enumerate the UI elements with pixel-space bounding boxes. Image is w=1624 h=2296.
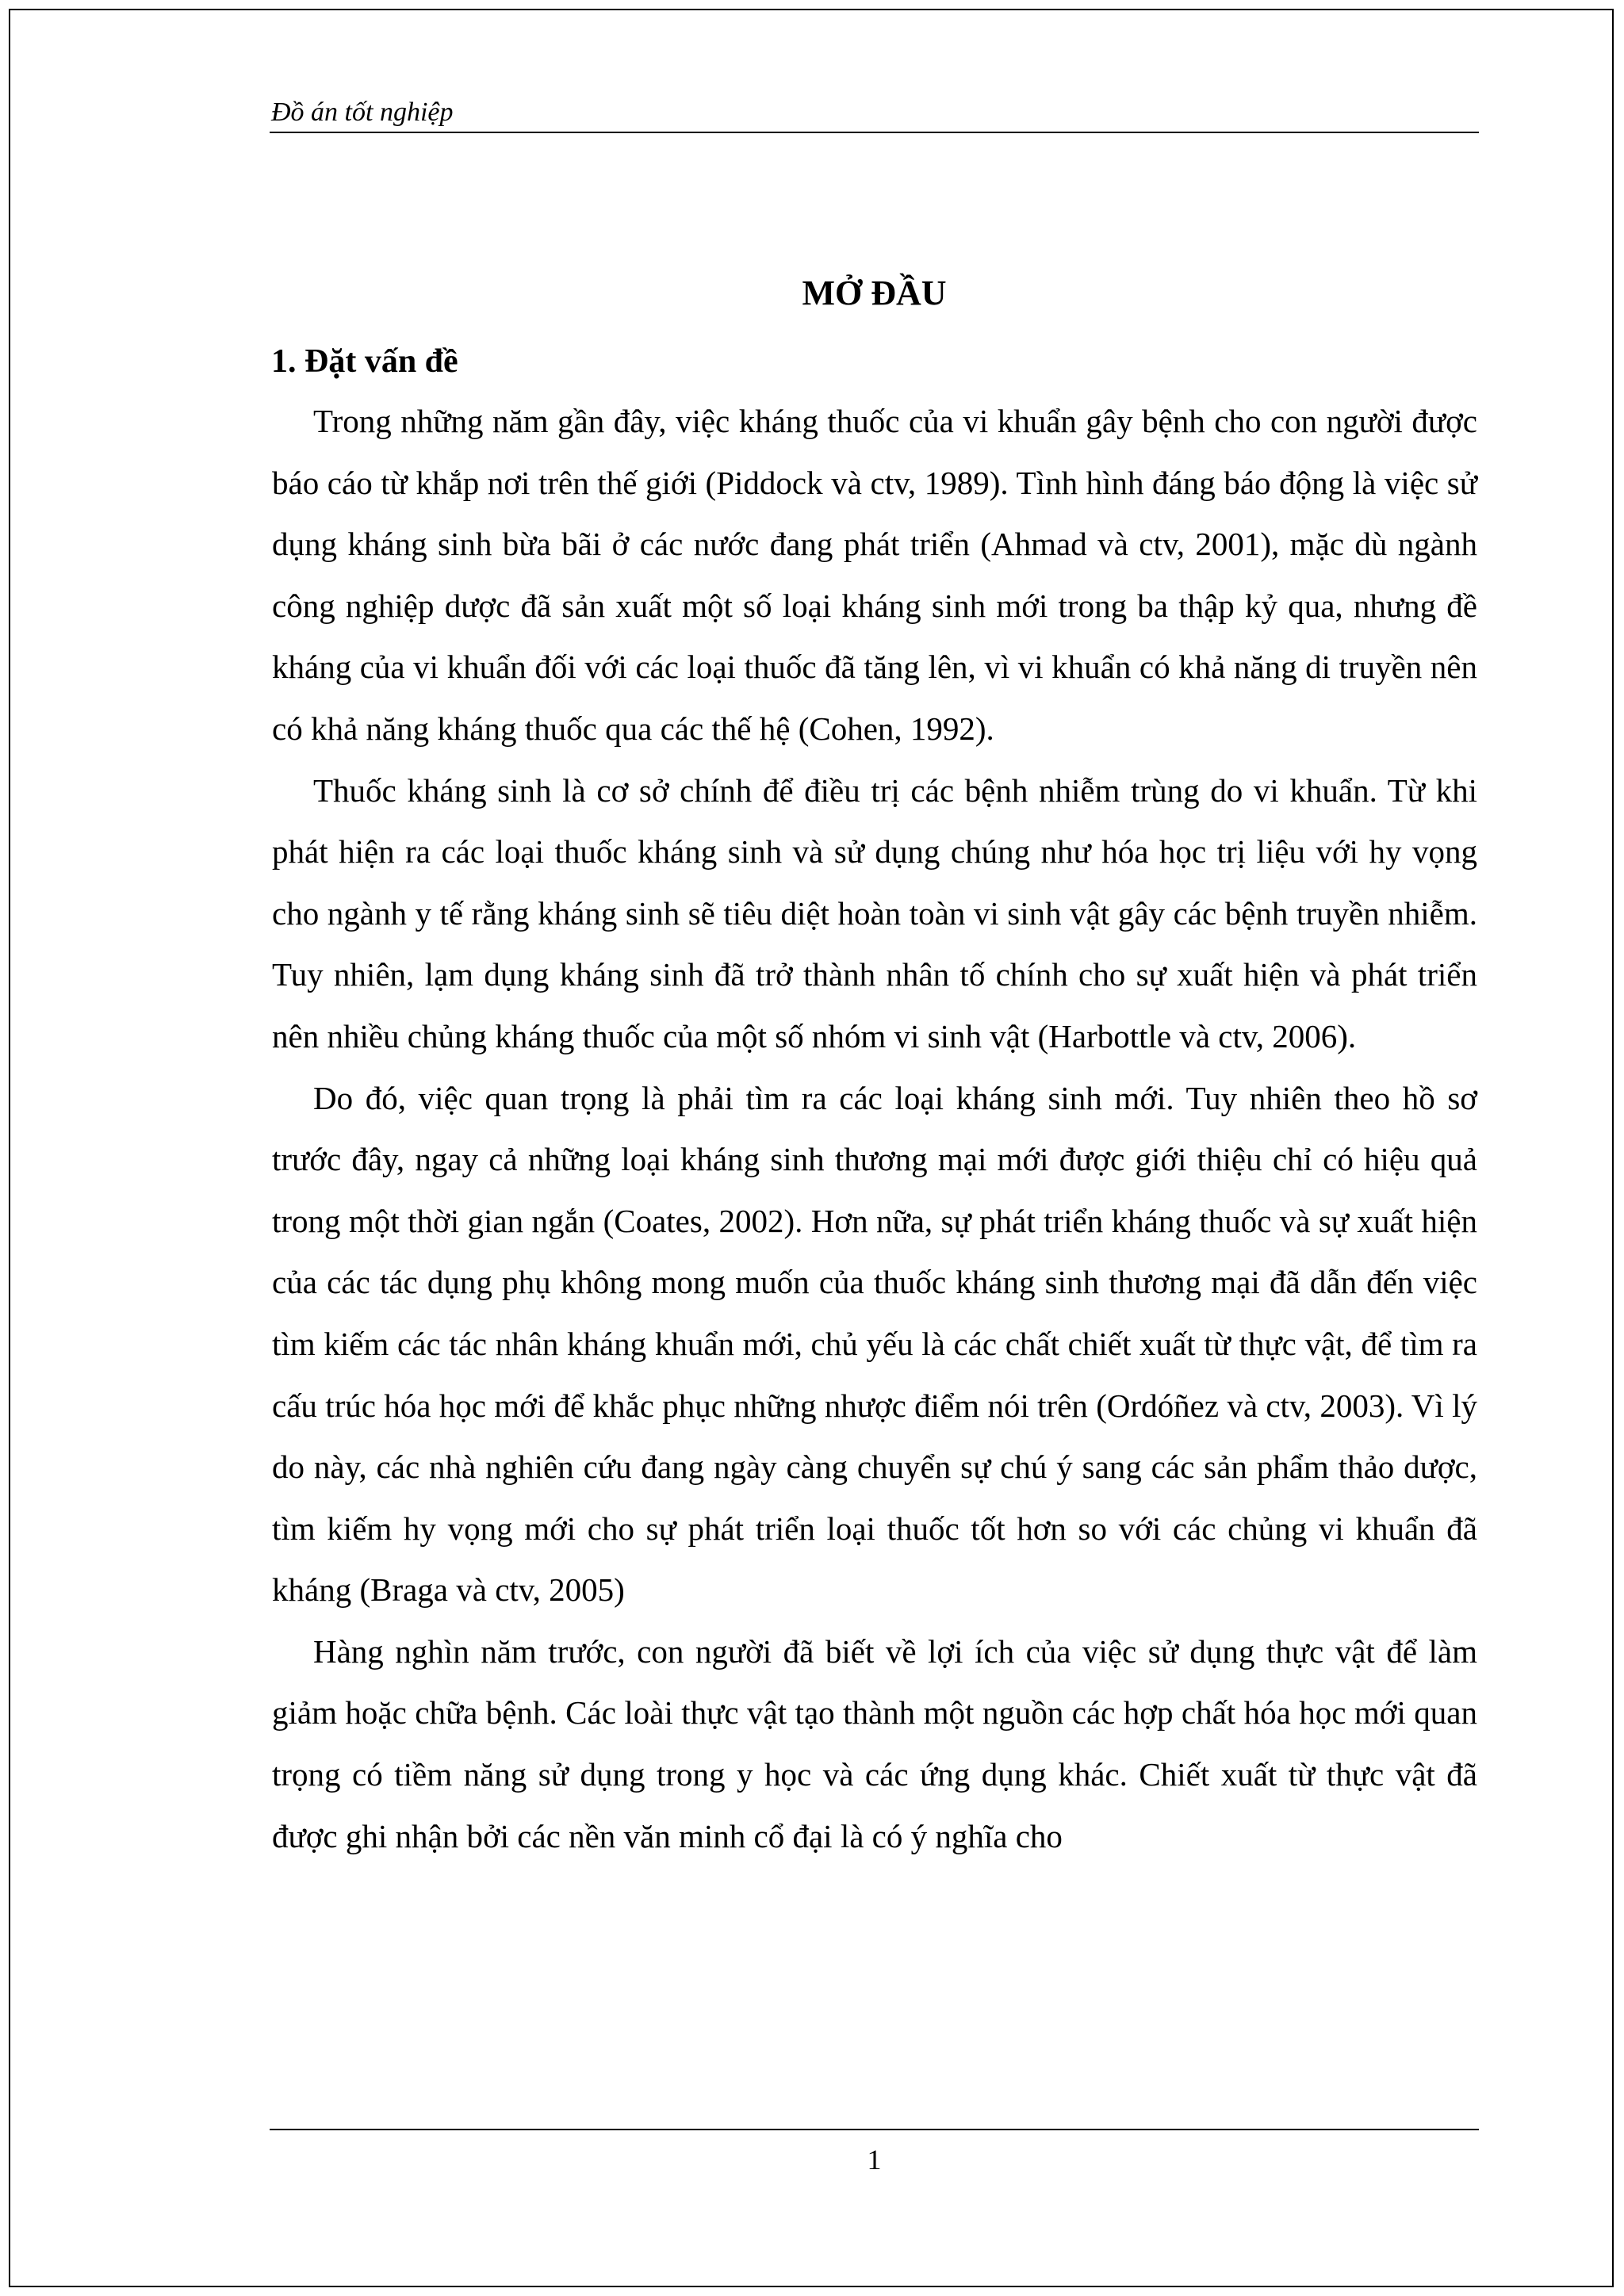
paragraph-4: Hàng nghìn năm trước, con người đã biết về lợi ích của việc sử dụng thực vật để làm giảm hoặc chữa bệnh. Các loài thực vật tạo thành một nguồn các hợp chất hóa học mới quan trọng có tiềm năng sử dụng trong y học và các ứng dụng khác. Chiết xuất từ thực vật đã được ghi nhận bởi các nền văn minh cổ đại là có ý nghĩa cho [272, 1632, 1477, 1854]
page-title: MỞ ĐẦU [802, 274, 947, 312]
footer-rule [270, 2129, 1479, 2130]
paragraph-2: Thuốc kháng sinh là cơ sở chính để điều trị các bệnh nhiễm trùng do vi khuẩn. Từ khi phát hiện ra các loại thuốc kháng sinh và sử dụng chúng như hóa học trị liệu với hy vọng cho ngành y tế rằng kháng sinh sẽ tiêu diệt hoàn toàn vi sinh vật gây các bệnh truyền nhiễm. Tuy nhiên, lạm dụng kháng sinh đã trở thành nhân tố chính cho sự xuất hiện và phát triển nên nhiều chủng kháng thuốc của một số nhóm vi sinh vật (Harbottle và ctv, 2006). [272, 771, 1477, 1054]
running-header: Đồ án tốt nghiệp [271, 98, 454, 127]
paragraph-1: Trong những năm gần đây, việc kháng thuốc của vi khuẩn gây bệnh cho con người được báo cáo từ khắp nơi trên thế giới (Piddock và ctv, 1989). Tình hình đáng báo động là việc sử dụng kháng sinh bừa bãi ở các nước đang phát triển (Ahmad và ctv, 2001), mặc dù ngành công nghiệp dược đã sản xuất một số loại kháng sinh mới trong ba thập kỷ qua, nhưng đề kháng của vi khuẩn đối với các loại thuốc đã tăng lên, vì vi khuẩn có khả năng di truyền nên có khả năng kháng thuốc qua các thế hệ (Cohen, 1992). [272, 403, 1477, 747]
section-heading: 1. Đặt vấn đề [271, 343, 458, 380]
body-text [272, 391, 1477, 1867]
header-rule [270, 132, 1479, 133]
paragraph-3: Do đó, việc quan trọng là phải tìm ra các loại kháng sinh mới. Tuy nhiên theo hồ sơ trước đây, ngay cả những loại kháng sinh thương mại mới được giới thiệu chỉ có hiệu quả trong một thời gian ngắn (Coates, 2002). Hơn nữa, sự phát triển kháng thuốc và sự xuất hiện của các tác dụng phụ không mong muốn của thuốc kháng sinh thương mại đã dẫn đến việc tìm kiếm các tác nhân kháng khuẩn mới, chủ yếu là các chất chiết xuất từ thực vật, để tìm ra cấu trúc hóa học mới để khắc phục những nhược điểm nói trên (Ordóñez và ctv, 2003). Vì lý do này, các nhà nghiên cứu đang ngày càng chuyển sự chú ý sang các sản phẩm thảo dược, tìm kiếm hy vọng mới cho sự phát triển loại thuốc tốt hơn so với các chủng vi khuẩn đã kháng (Braga và ctv, 2005) [272, 1079, 1477, 1609]
page-number: 1 [867, 2144, 882, 2175]
